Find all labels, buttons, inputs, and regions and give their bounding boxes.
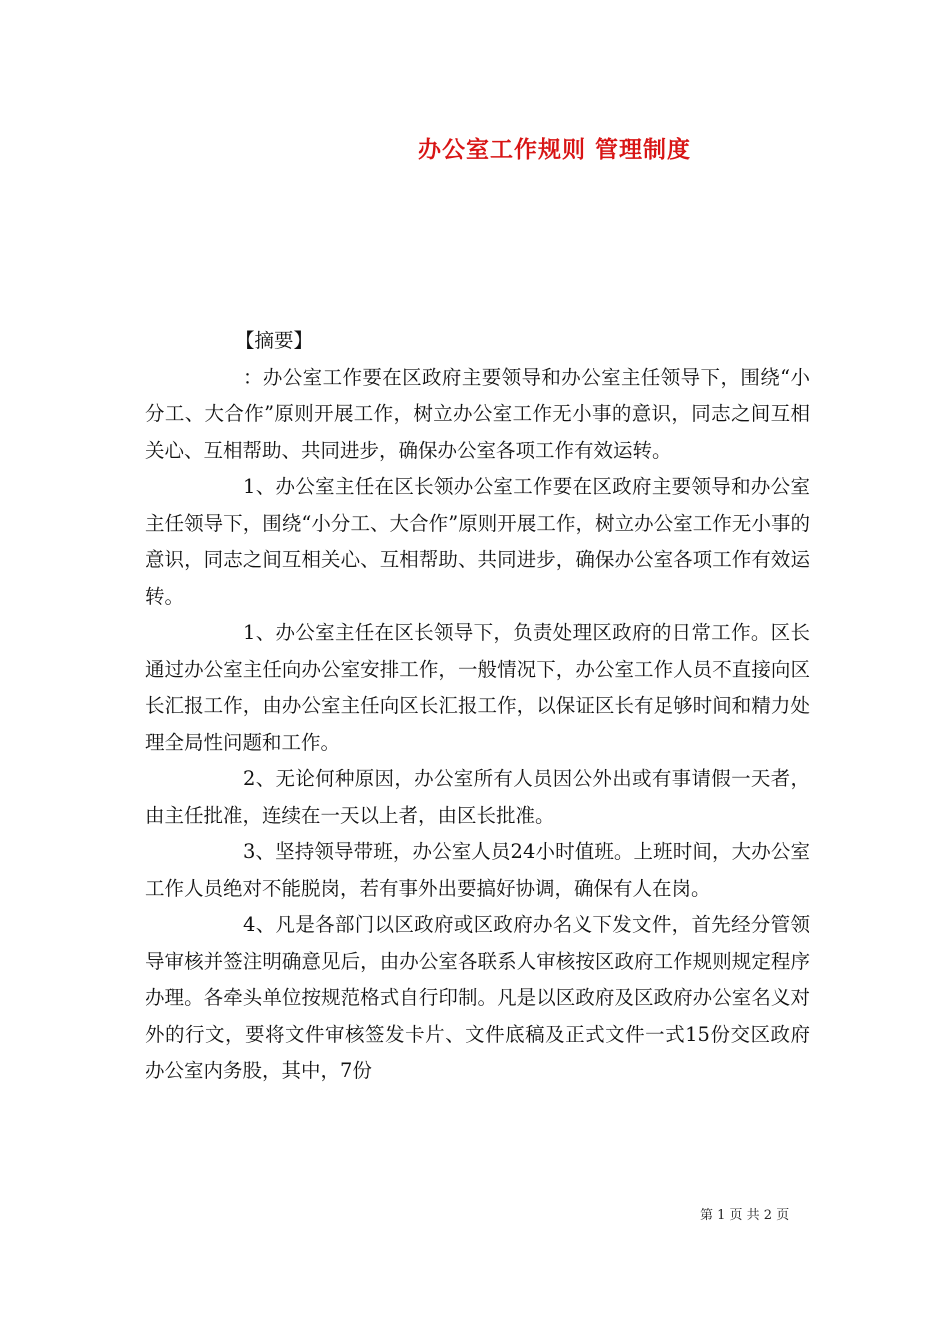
page-footer: 第 1 页 共 2 页 bbox=[700, 1208, 790, 1223]
paragraph-item-2: 2、无论何种原因，办公室所有人员因公外出或有事请假一天者，由主任批准，连续在一天以上者，由区长批准。 bbox=[145, 767, 810, 827]
paragraph-item-3: 3、坚持领导带班，办公室人员24小时值班。上班时间，大办公室工作人员绝对不能脱岗，若有事外出要搞好协调，确保有人在岗。 bbox=[145, 840, 810, 900]
paragraph-abstract: ：办公室工作要在区政府主要领导和办公室主任领导下，围绕“小分工、大合作”原则开展工作，树立办公室工作无小事的意识，同志之间互相关心、互相帮助、共同进步，确保办公室各项工作有效运转。 bbox=[145, 365, 810, 462]
document-title: 办公室工作规则 管理制度 bbox=[418, 136, 692, 163]
paragraph-item-1: 1、办公室主任在区长领导下，负责处理区政府的日常工作。区长通过办公室主任向办公室安排工作，一般情况下，办公室工作人员不直接向区长汇报工作，由办公室主任向区长汇报工作，以保证区长有足够时间和精力处理全局性问题和工作。 bbox=[145, 621, 810, 754]
document-body bbox=[145, 323, 810, 1090]
abstract-heading: 【摘要】 bbox=[235, 329, 314, 352]
paragraph-intro: 1、办公室主任在区长领办公室工作要在区政府主要领导和办公室主任领导下，围绕“小分工、大合作”原则开展工作，树立办公室工作无小事的意识，同志之间互相关心、互相帮助、共同进步，确保办公室各项工作有效运转。 bbox=[145, 475, 810, 608]
paragraph-item-4: 4、凡是各部门以区政府或区政府办名义下发文件，首先经分管领导审核并签注明确意见后，由办公室各联系人审核按区政府工作规则规定程序办理。各牵头单位按规范格式自行印制。凡是以区政府及区政府办公室名义对外的行文，要将文件审核签发卡片、文件底稿及正式文件一式15份交区政府办公室内务股，其中，7份 bbox=[145, 913, 810, 1082]
